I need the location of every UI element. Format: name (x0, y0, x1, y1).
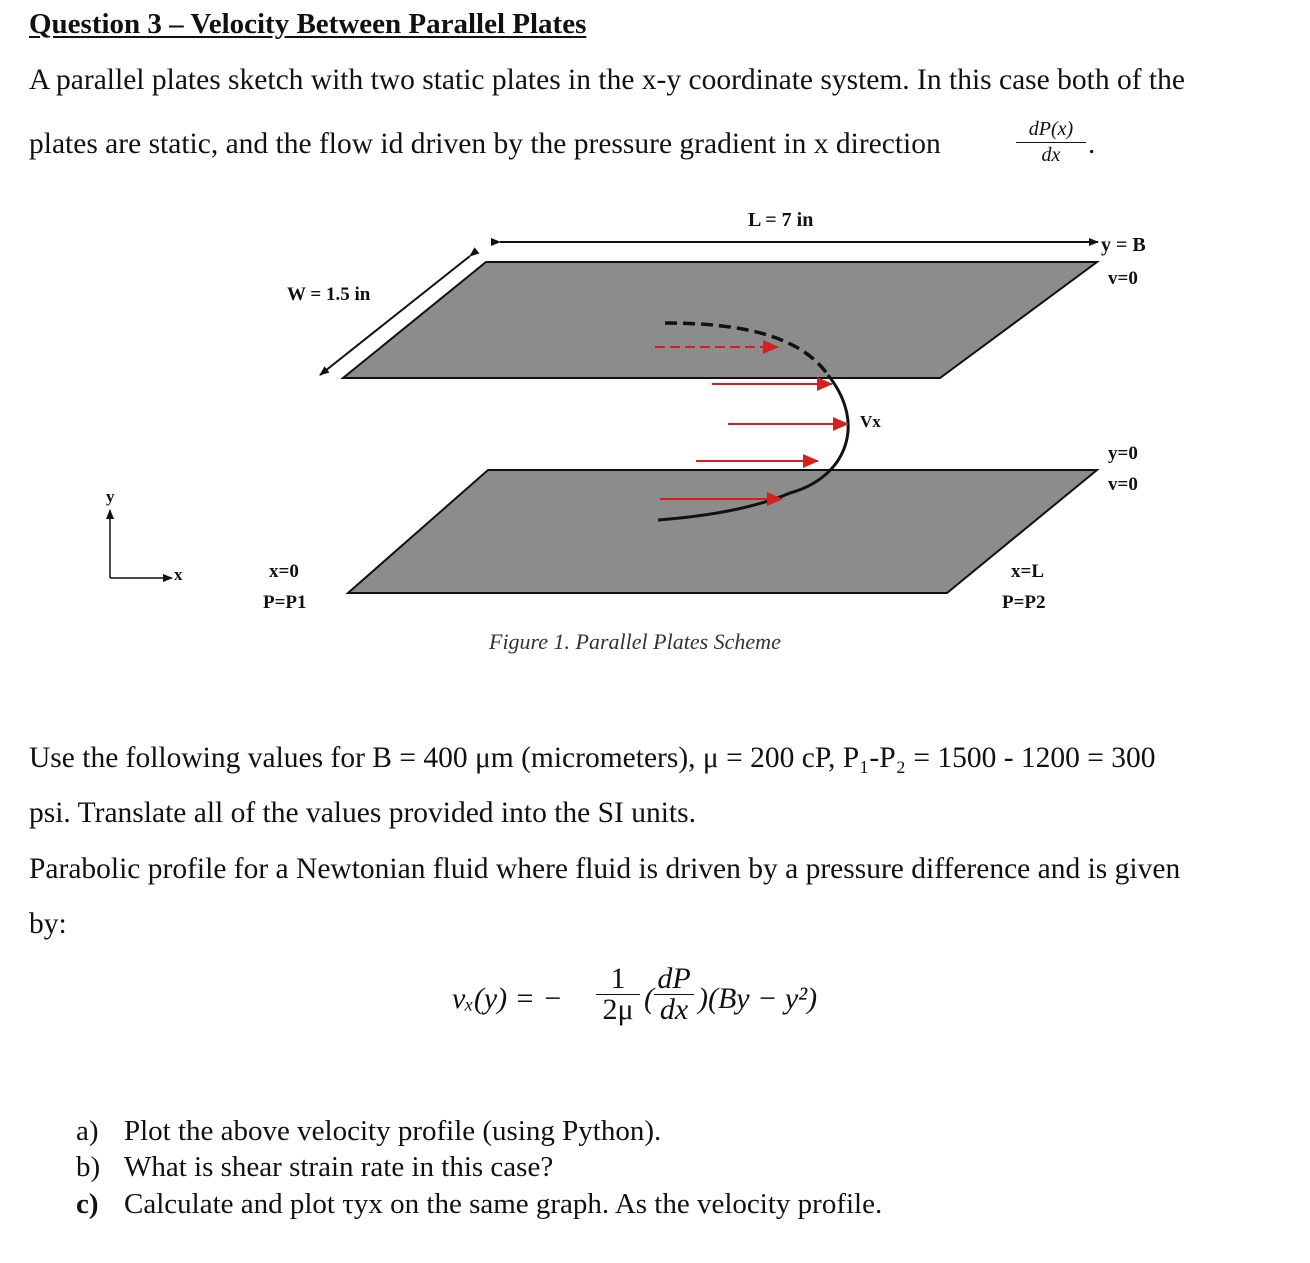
figure-caption: Figure 1. Parallel Plates Scheme (489, 629, 781, 654)
question-a-text: Plot the above velocity profile (using Python). (124, 1115, 662, 1147)
intro-line-2: plates are static, and the flow id driven by the pressure gradient in x direction (29, 128, 941, 160)
intro-period: . (1088, 128, 1096, 160)
values-line-2: psi. Translate all of the values provided into the SI units. (29, 797, 696, 829)
gradient-denominator: dx (1041, 144, 1061, 166)
bottom-plate (348, 470, 1097, 593)
question-c-key: c) (76, 1188, 99, 1220)
question-a (76, 1115, 661, 1148)
question-b-text: What is shear strain rate in this case? (124, 1151, 554, 1183)
formula-paren-open: ( (644, 982, 654, 1015)
top-plate (343, 262, 1097, 378)
formula-frac1-num: 1 (610, 962, 626, 995)
formula-frac1-den: 2μ (602, 993, 634, 1026)
axis-x-label: x (174, 565, 183, 584)
question-a-key: a) (76, 1115, 99, 1147)
gradient-numerator: dP(x) (1028, 118, 1074, 140)
top-plate-y-label: y = B (1101, 234, 1146, 256)
outlet-pressure-label: P=P2 (1002, 592, 1046, 613)
values-line-1: Use the following values for B = 400 μm (micrometers), μ = 200 cP, P₁-P₂ = 1500 - 1200 = 300 (29, 742, 1156, 774)
values-line-3: Parabolic profile for a Newtonian fluid where fluid is driven by a pressure difference and is given (29, 853, 1181, 885)
formula-lhs: vₓ(y) = − (452, 982, 563, 1015)
formula-frac2-den: dx (659, 993, 689, 1026)
question-b (76, 1151, 553, 1184)
top-plate-v-label: v=0 (1108, 268, 1138, 289)
bottom-plate-v-label: v=0 (1108, 474, 1138, 495)
outlet-x-label: x=L (1011, 561, 1044, 582)
formula-frac1 (596, 962, 640, 1027)
page-title: Question 3 – Velocity Between Parallel Plates (29, 8, 587, 40)
formula-frac2 (654, 962, 694, 1027)
question-c-text: Calculate and plot τyx on the same graph. As the velocity profile. (124, 1188, 883, 1220)
width-label: W = 1.5 in (287, 284, 371, 305)
bottom-plate-y-label: y=0 (1108, 443, 1138, 464)
inlet-pressure-label: P=P1 (263, 592, 307, 613)
formula-frac2-num: dP (657, 962, 691, 995)
velocity-label: Vx (860, 412, 881, 431)
question-c (76, 1188, 882, 1221)
intro-line-1: A parallel plates sketch with two static plates in the x-y coordinate system. In this case both of the (29, 64, 1185, 96)
length-label: L = 7 in (748, 209, 814, 231)
formula-rest: )(By − y²) (698, 982, 818, 1015)
question-b-key: b) (76, 1151, 101, 1183)
inlet-x-label: x=0 (269, 561, 299, 582)
axis-y-label: y (106, 487, 115, 506)
values-line-4: by: (29, 908, 67, 940)
